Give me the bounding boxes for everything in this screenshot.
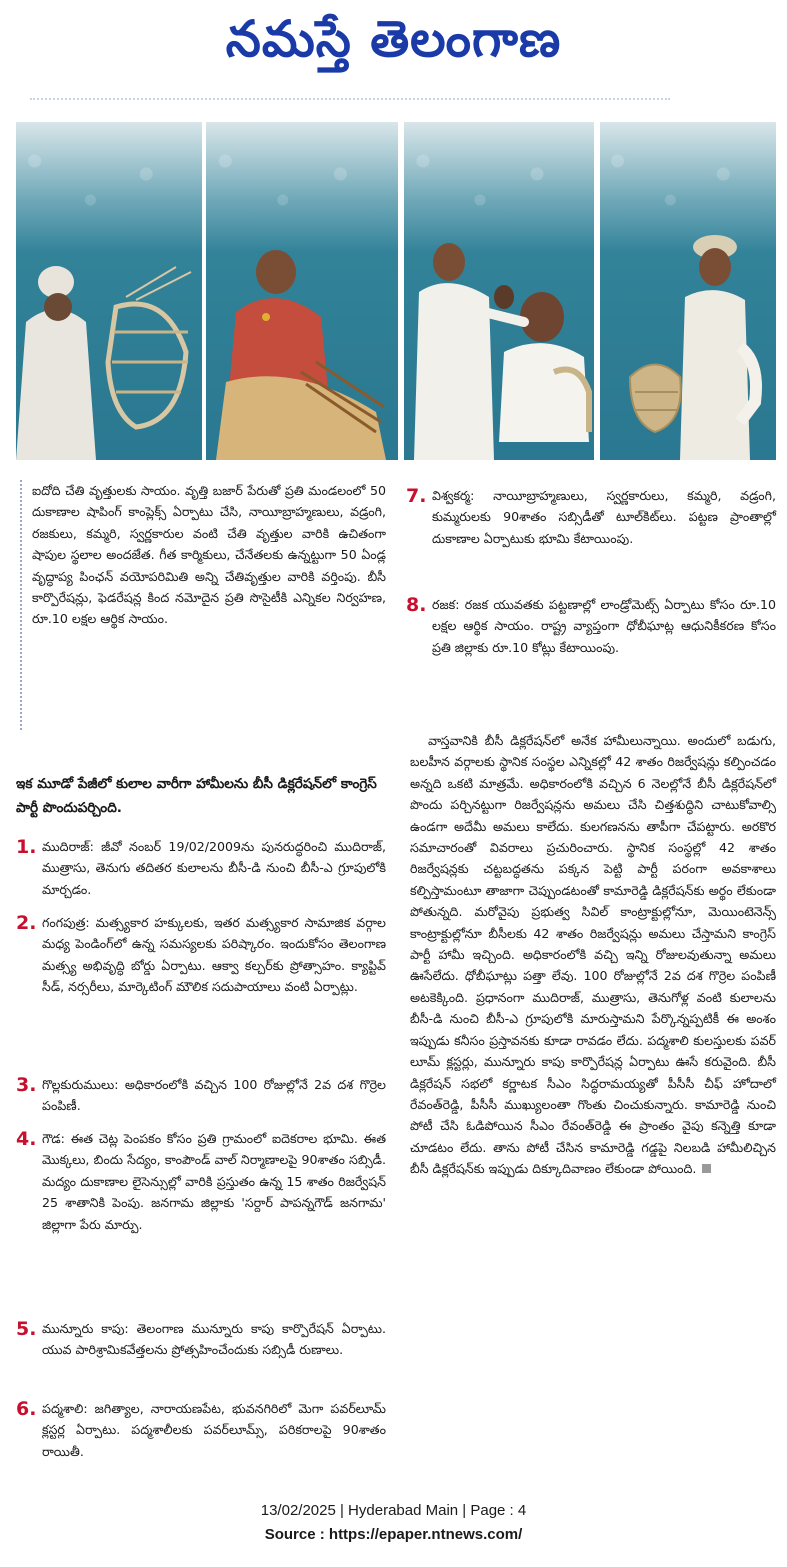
masthead-divider [30, 98, 670, 104]
item-text: విశ్వకర్మ: నాయీబ్రాహ్మణులు, స్వర్ణకారులు, కమ్మరి, వడ్రంగి, కుమ్మరులకు 90శాతం సబ్సిడీతో టూల్‌కిట్‌లు. పట్టణ ప్రాంతాల్లో దుకాణాల ఏర్పాటుకు భూమి కేటాయింపు. [432, 488, 776, 546]
photo-basket-weaver [16, 122, 202, 460]
item-text: ముదిరాజ్: జీవో నంబర్ 19/02/2009ను పునరుద్ధరించి ముదిరాజ్, ముత్రాసు, తెనుగు తదితర కులాలను బీసీ-డి నుంచి బీసీ-ఎ గ్రూపులోకి మార్చడం. [42, 839, 386, 897]
masthead-title: నమస్తే తెలంగాణ [225, 9, 562, 68]
list-item [16, 1398, 386, 1462]
item-text: పద్మశాలి: జగిత్యాల, నారాయణపేట, భువనగిరిలో మెగా పవర్‌లూమ్ క్లస్టర్ల ఏర్పాటు. పద్మశాలీలకు పవర్‌లూమ్స్, పరికరాలపై 90శాతం రాయితీ. [42, 1401, 386, 1459]
list-item [16, 1074, 386, 1117]
intro-box [20, 480, 386, 730]
item-text: గొల్లకురుములు: అధికారంలోకి వచ్చిన 100 రోజుల్లోనే 2వ దశ గొర్రెల పంపిణీ. [42, 1077, 386, 1114]
item-number: 5. [16, 1318, 37, 1340]
item-text: గంగపుత్ర: మత్స్యకార హక్కులకు, ఇతర మత్స్యకార సామాజిక వర్గాల మధ్య పెండింగ్‌లో ఉన్న సమస్యలకు పరిష్కారం. ఇందుకోసం తెలంగాణ మత్స్య అభివృద్ధి బోర్డు ఏర్పాటు. ఆక్వా కల్చర్‌కు ప్రోత్సాహం. క్యాప్టివ్ సీడ్, నర్సరీలు, మార్కెటింగ్ మౌలిక సదుపాయాలు వంటి ఏర్పాట్లు. [42, 915, 386, 995]
artisan-photo-strip [16, 122, 776, 460]
section-subhead: ఇక మూడో పేజీలో కులాల వారీగా హామీలను బీసీ డిక్లరేషన్‌లో కాంగ్రెస్ పార్టీ పొందుపర్చింది. [16, 776, 377, 816]
list-item [16, 1318, 386, 1361]
end-mark-icon [702, 1164, 711, 1173]
intro-text: ఐదోది చేతి వృత్తులకు సాయం. వృత్తి బజార్ పేరుతో ప్రతి మండలంలో 50 దుకాణాల షాపింగ్ కాంప్లెక్స్ ఏర్పాటు చేసి, నాయీబ్రాహ్మణులు, వడ్రంగి, రజకులు, కమ్మరి, స్వర్ణకారుల వంటి చేతి వృత్తుల వారికి ఉచితంగా షాపుల స్థలాల అందజేత. గీత కార్మికులు, చేనేతలకు ఉన్నట్టుగా 50 ఏండ్ల వృద్ధాప్య పింఛన్ వయోపరిమితి అన్ని చేతివృత్తుల వారికి వర్తింపు. బీసీ కార్పొరేషన్లు, ఫెడరేషన్ల కింద నమోదైన ప్రతి సొసైటీకి ఎన్నికల నిర్వహణ, రూ.10 లక్షల ఆర్థిక సాయం. [32, 483, 386, 627]
list-item [16, 912, 386, 998]
photo-potter [600, 122, 776, 460]
footer-source: Source : https://epaper.ntnews.com/ [264, 1526, 523, 1543]
list-item [406, 594, 776, 658]
item-number: 2. [16, 912, 37, 934]
analysis-text: వాస్తవానికి బీసీ డిక్లరేషన్‌లో అనేక హామీలున్నాయి. అందులో బడుగు, బలహీన వర్గాలకు స్థానిక సంస్థల ఎన్నికల్లో 42 శాతం రిజర్వేషన్లు కల్పించడం అన్నది ఒకటి మాత్రమే. అధికారంలోకి వచ్చిన 6 నెలల్లోనే బీసీ డిక్లరేషన్‌లో పొందు పర్చినట్టుగా రిజర్వేషన్లను అమలు చేసి చిత్తశుద్ధిని చాటుకోవాల్సి ఉండగా అదేమీ అమలు కాలేదు. కులగణనను తాపీగా చేపట్టారు. అరకొర సమాచారంతో వివరాలు ప్రచురించారు. స్థానిక సంస్థల్లో 42 శాతం రిజర్వేషన్లకు చట్టబద్ధతను పక్కన పెట్టి పార్టీ పరంగా అవకాశాలు కల్పిస్తామంటూ తాజాగా చెప్పుండటంతో కామారెడ్డి డిక్లరేషన్‌కు అర్థం లేకుండా పోతున్నది. మరోవైపు ప్రభుత్వ సివిల్ కాంట్రాక్టుల్లోనూ, మెయింటెనెన్స్ కాంట్రాక్టుల్లోనూ బీసీలకు 42 శాతం రిజర్వేషన్లు అమలు చేస్తామని కాంగ్రెస్ పార్టీ హామీ ఇచ్చింది. అధికారంలోకి వచ్చి ఇన్ని రోజులవుతున్నా అమలు ఊసేలేదు. ధోబీఘాట్లు పత్తా లేవు. 100 రోజుల్లోనే 2వ దశ గొర్రెల పంపిణీ అటకెక్కింది. ప్రధానంగా ముదిరాజ్, ముత్రాసు, తెనుగోళ్ల వంటి కులాలను బీసీ-డి నుంచి బీసీ-ఎ గ్రూపులోకి మారుస్తామని పేర్కొన్నప్పటికీ ఈ అంశం ఇప్పుడు కనీసం ప్రస్తావనకు కూడా రావడం లేదు. పద్మశాలి కులస్తులకు పవర్ లూమ్ క్లస్టర్లు, మున్నూరు కాపు కార్పొరేషన్ల ఏర్పాటు ఊసే కరువైంది. బీసీ డిక్లరేషన్ సభలో కర్ణాటక సీఎం సిద్ధరామయ్యతో పీసీసీ చీఫ్ హోదాలో రేవంత్‌రెడ్డి, పీసీసీ ముఖ్యులంతా గొంతు చించుకున్నారు. కామారెడ్డి నుంచి పోటీ చేసి ఓడిపోయిన సీఎం రేవంత్‌రెడ్డి ఈ ప్రాంతం వైపు కన్నెత్తి కూడా చూడటం లేదు. తాను పోటీ చేసిన కామారెడ్డి గడ్డపై నిలబడి హామీలిచ్చిన బీసీ డిక్లరేషన్‌కు ఇప్పుడు దిక్కూదివాణం లేకుండా పోయింది. [410, 733, 776, 1177]
photo-woman-craft [206, 122, 398, 460]
list-item [16, 1128, 386, 1235]
item-number: 4. [16, 1128, 37, 1150]
item-number: 3. [16, 1074, 37, 1096]
item-text: రజక: రజక యువతకు పట్టణాల్లో లాండ్రోమెట్స్ ఏర్పాటు కోసం రూ.10 లక్షల ఆర్థిక సాయం. రాష్ట్ర వ్యాప్తంగా ధోబీఘాట్ల ఆధునికీకరణ కోసం ప్రతి జిల్లాకు రూ.10 కోట్లు కేటాయింపు. [432, 597, 776, 655]
item-text: మున్నూరు కాపు: తెలంగాణ మున్నూరు కాపు కార్పొరేషన్ ఏర్పాటు. యువ పారిశ్రామికవేత్తలను ప్రోత్సహించేందుకు సబ్సిడీ రుణాలు. [42, 1321, 386, 1358]
list-item [406, 485, 776, 549]
item-number: 8. [406, 594, 427, 616]
list-item [16, 836, 386, 900]
photo-barber [404, 122, 594, 460]
analysis-paragraph [410, 730, 776, 1180]
item-text: గౌడ: ఈత చెట్ల పెంపకం కోసం ప్రతి గ్రామంలో ఐదెకరాల భూమి. ఈత మొక్కలు, బిందు సేద్యం, కాంపౌండ్ వాల్ నిర్మాణాలపై 90శాతం సబ్సిడీ. మద్యం దుకాణాల లైసెన్సుల్లో వారికి ప్రస్తుతం ఉన్న 15 శాతం రిజర్వేషన్ 25 శాతానికి పెంపు. జనగామ జిల్లాకు 'సర్దార్ పాపన్నగౌడ్ జనగామ' జిల్లాగా పేరు మార్పు. [42, 1131, 386, 1232]
footer-dateline: 13/02/2025 | Hyderabad Main | Page : 4 [260, 1502, 527, 1519]
item-number: 7. [406, 485, 427, 507]
item-number: 1. [16, 836, 37, 858]
item-number: 6. [16, 1398, 37, 1420]
